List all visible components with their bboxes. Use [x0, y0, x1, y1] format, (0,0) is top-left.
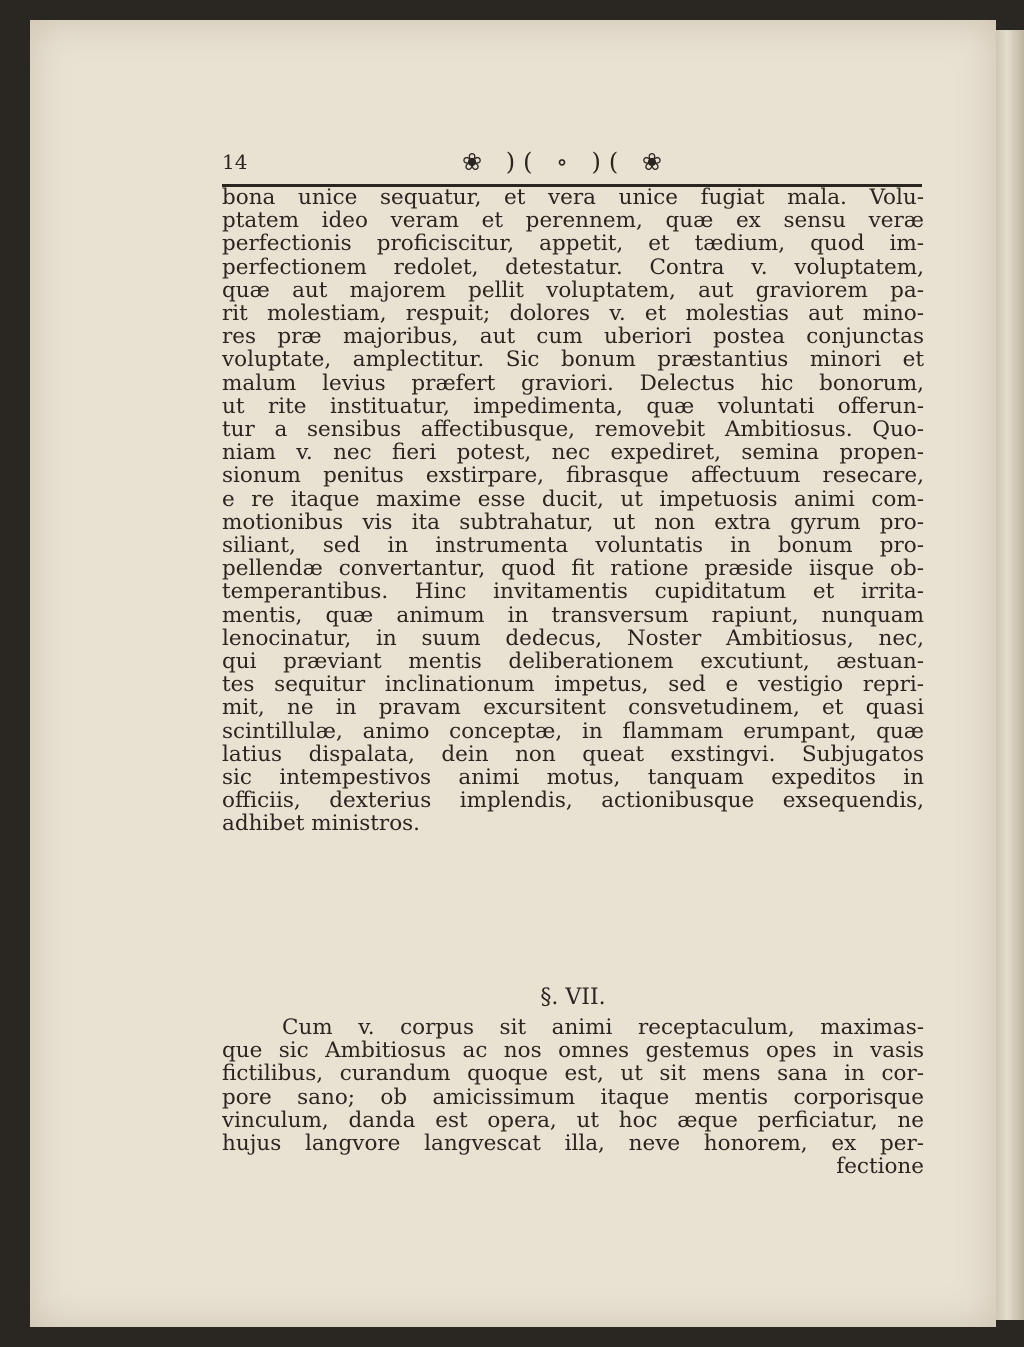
- text-line: ptatem ideo veram et perennem, quæ ex sensu veræ: [222, 209, 924, 233]
- text-line: siliant, sed in instrumenta voluntatis in bonum pro-: [222, 534, 924, 558]
- paragraph-2: [222, 1016, 924, 1178]
- paragraph-1: [222, 186, 924, 836]
- text-line: fictilibus, curandum quoque est, ut sit mens sana in cor-: [222, 1062, 924, 1086]
- text-line: malum levius præfert graviori. Delectus hic bonorum,: [222, 371, 924, 395]
- text-line: fectione: [836, 1155, 924, 1179]
- text-line: adhibet ministros.: [222, 812, 421, 836]
- text-line: pellendæ convertantur, quod fit ratione præside iisque ob-: [222, 557, 924, 581]
- text-line: vinculum, danda est opera, ut hoc æque perficiatur, ne: [222, 1108, 924, 1133]
- text-line: tes sequitur inclinationum impetus, sed e vestigio repri-: [222, 673, 924, 697]
- text-line: ut rite instituatur, impedimenta, quæ voluntati offerun-: [222, 394, 924, 419]
- text-line: res præ majoribus, aut cum uberiori postea conjunctas: [222, 325, 924, 349]
- text-line: perfectionis proficiscitur, appetit, et tædium, quod im-: [222, 232, 924, 256]
- text-line: motionibus vis ita subtrahatur, ut non extra gyrum pro-: [222, 510, 924, 535]
- text-line: qui præviant mentis deliberationem excutiunt, æstuan-: [222, 650, 924, 674]
- text-line: latius dispalata, dein non queat exstingvi. Subjugatos: [222, 742, 924, 767]
- text-line: bona unice sequatur, et vera unice fugiat mala. Volu-: [222, 186, 924, 210]
- text-line: rit molestiam, respuit; dolores v. et molestias aut mino-: [222, 302, 924, 326]
- text-line: mit, ne in pravam excursitent consvetudinem, et quasi: [222, 696, 924, 720]
- text-line: e re itaque maxime esse ducit, ut impetuosis animi com-: [222, 487, 924, 511]
- text-line: officiis, dexterius implendis, actionibusque exsequendis,: [222, 789, 924, 813]
- text-line: sionum penitus exstirpare, fibrasque affectuum resecare,: [222, 464, 924, 488]
- text-line: perfectionem redolet, detestatur. Contra v. voluptatem,: [222, 255, 924, 279]
- text-line: quæ aut majorem pellit voluptatem, aut graviorem pa-: [222, 278, 924, 303]
- next-page-edge: [996, 30, 1024, 1320]
- page-number: 14: [222, 150, 248, 174]
- text-line: tur a sensibus affectibusque, removebit Ambitiosus. Quo-: [222, 418, 924, 442]
- text-line: scintillulæ, animo conceptæ, in flammam erumpant, quæ: [222, 719, 924, 743]
- text-line: voluptate, amplectitur. Sic bonum præstantius minori et: [222, 348, 924, 372]
- text-line: pore sano; ob amicissimum itaque mentis corporisque: [222, 1085, 924, 1109]
- running-header: [222, 148, 922, 187]
- header-ornament: ❀ )( ∘ )( ❀: [462, 148, 670, 176]
- text-line: temperantibus. Hinc invitamentis cupiditatum et irrita-: [222, 580, 924, 604]
- text-line: mentis, quæ animum in transversum rapiunt, nunquam: [222, 603, 924, 627]
- text-line: lenocinatur, in suum dedecus, Noster Ambitiosus, nec,: [222, 626, 924, 651]
- text-line: hujus langvore langvescat illa, neve honorem, ex per-: [222, 1132, 924, 1156]
- section-heading: §. VII.: [540, 985, 606, 1010]
- text-line: Cum v. corpus sit animi receptaculum, maximas-: [282, 1016, 924, 1040]
- text-line: sic intempestivos animi motus, tanquam expeditos in: [222, 766, 924, 790]
- text-line: niam v. nec fieri potest, nec expediret, semina propen-: [222, 441, 924, 465]
- text-line: que sic Ambitiosus ac nos omnes gestemus opes in vasis: [222, 1039, 924, 1063]
